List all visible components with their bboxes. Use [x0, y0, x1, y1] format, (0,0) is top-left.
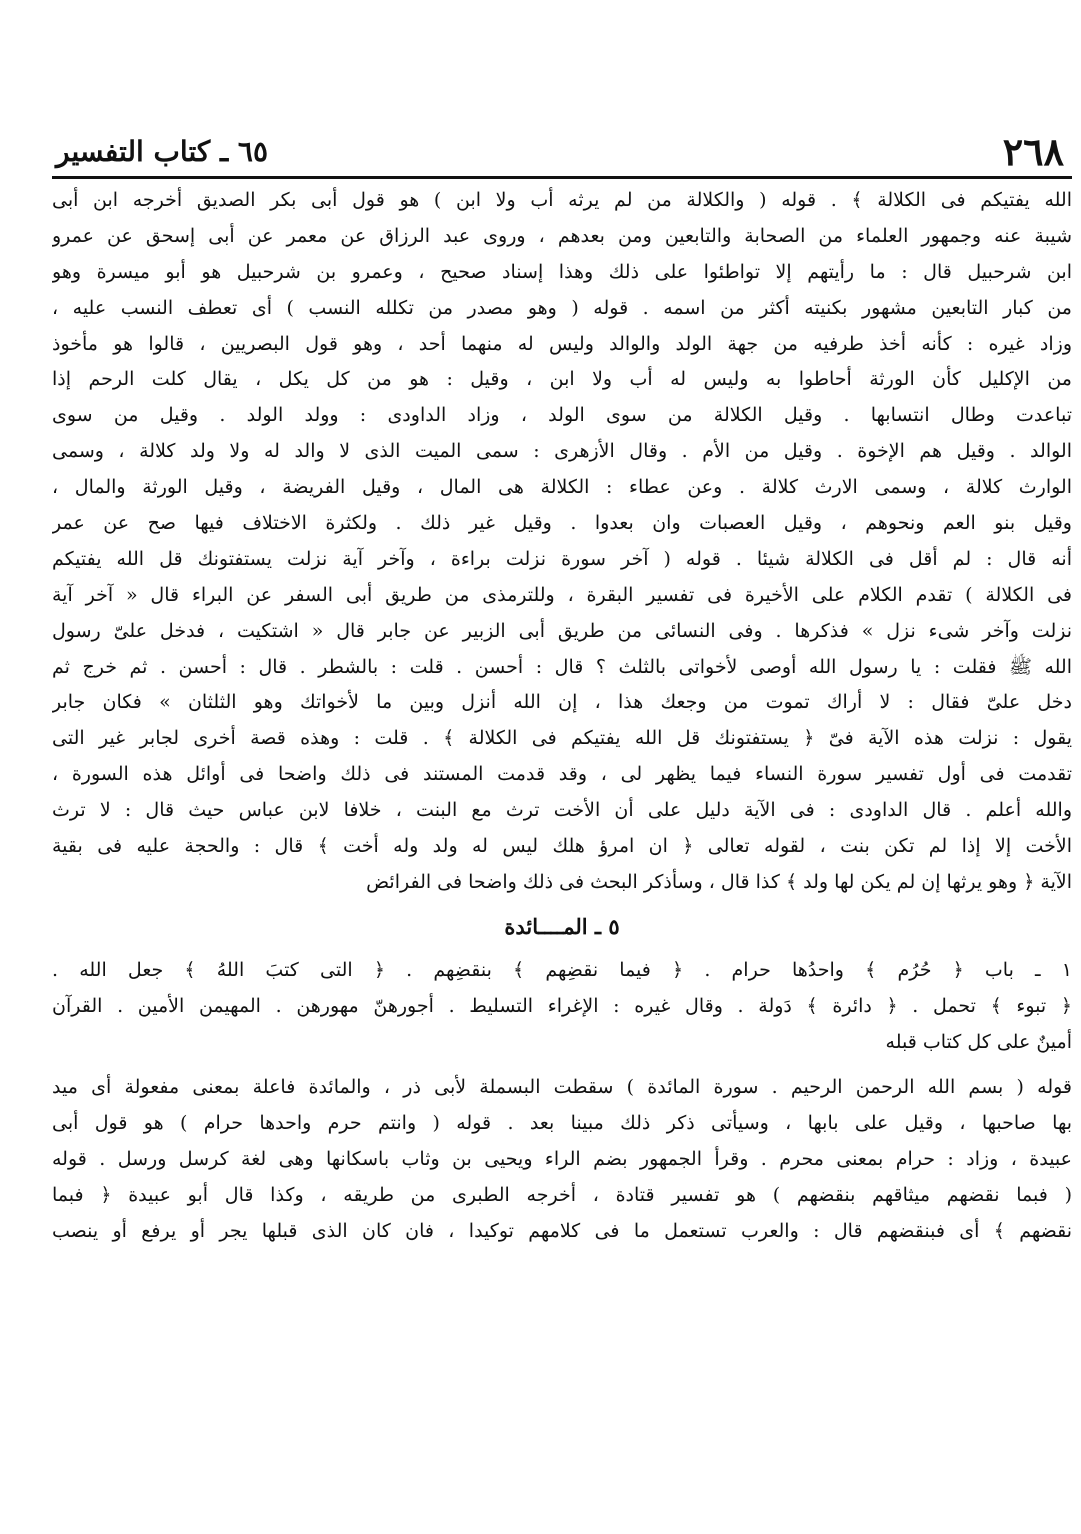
text-line: نقضهم ﴾ أى فبنقضهم قال : والعرب تستعمل ما فى كلامهم توكيدا ، فان كان الذى قبلها يجر أو يرفع أو ينصب — [52, 1220, 1072, 1243]
text-line: وقيل بنو العم ونحوهم ، وقيل العصبات وان بعدوا . وقيل غير ذلك . ولكثرة الاختلاف فيها صح عن عمر — [52, 512, 1072, 535]
text-line: من الإكليل كأن الورثة أحاطوا به وليس له أب ولا ابن ، وقيل : هو من كل يكل ، يقال كلت الرحم إذا — [52, 368, 1072, 391]
text-line: فى الكلالة ) تقدم الكلام على الأخيرة فى تفسير البقرة ، وللترمذى من طريق أبى السفر عن البراء قال « آخر آية — [52, 583, 1072, 606]
book-page — [52, 128, 1072, 1250]
chapter-line: ١ ـ باب ﴿ حُرُم ﴾ واحدُها حرام . ﴿ فيما نقضِهم ﴾ بنقضِهم . ﴿ التى كتبَ اللهُ ﴾ جعل الله . — [52, 958, 1072, 981]
text-line: بها صاحبها ، وقيل على بابها ، وسيأتى ذكر ذلك مبينا بعد . قوله ( وانتم حرم واحدها حرام ) هو قول أبى — [52, 1112, 1072, 1135]
chapter-line: أمينٌ على كل كتاب قبله — [885, 1030, 1072, 1053]
text-line: تباعدت وطال انتسابها . وقيل الكلالة من سوى الولد ، وزاد الداودى : وولد الولد . وقيل من سوى — [52, 404, 1072, 427]
text-line: شيبة عنه وجمهور العلماء من الصحابة والتابعين ومن بعدهم ، وروى عبد الرزاق عن معمر عن أبى إسحق عن عمرو — [52, 224, 1072, 247]
text-line: الوارث كلالة ، وسمى الارث كلالة . وعن عطاء : الكلالة هى المال ، وقيل الفريضة ، وقيل الورثة والمال ، — [52, 476, 1072, 499]
chapter-block — [52, 953, 1072, 1061]
text-line: تقدمت فى أول تفسير سورة النساء فيما يظهر لى ، وقد قدمت المستند فى ذلك واضحا فى أوائل هذه السورة ، — [52, 763, 1072, 786]
text-line: الوالد . وقيل هم الإخوة . وقيل من الأم . وقال الأزهرى : سمى الميت الذى لا والد له ولا ولد كلالة ، وسمى — [52, 440, 1072, 463]
text-line: دخل علىّ فقال : لا أراك تموت من وجعك هذا ، إن الله أنزل وبين ما لأخواتك وهو الثلثان » فكان جابر — [52, 691, 1072, 714]
text-line: قوله ( بسم الله الرحمن الرحيم . سورة المائدة ) سقطت البسملة لأبى ذر ، والمائدة فاعلة بمعنى مفعولة أى ميد — [52, 1076, 1072, 1099]
text-line: عبيدة ، وزاد : حرام بمعنى محرم . وقرأ الجمهور بضم الراء ويحيى بن وثاب باسكانها وهى لغة كرسل ورسل . قوله — [52, 1148, 1072, 1171]
page-number: ٢٦٨ — [1002, 129, 1064, 174]
text-line: الآية ﴿ وهو يرثها إن لم يكن لها ولد ﴾ كذا قال ، وسأذكر البحث فى ذلك واضحا فى الفرائض — [366, 870, 1072, 893]
text-line: والله أعلم . قال الداودى : فى الآية دليل على أن الأخت ترث مع البنت ، خلافا لابن عباس حيث قال : لا ترث — [52, 799, 1072, 822]
running-title: ٦٥ ـ كتاب التفسير — [56, 135, 268, 168]
commentary-block — [52, 183, 1072, 901]
commentary-block-2 — [52, 1070, 1072, 1249]
text-line: الله ﷺ فقلت : يا رسول الله أوصى لأخواتى بالثلث ؟ قال : أحسن . قلت : بالشطر . قال : أحسن . ثم خرج ثم — [52, 655, 1072, 678]
text-line: وزاد غيره : كأنه أخذ طرفيه من جهة الولد والوالد وليس له منهما أحد ، وهو قول البصريين ، قالوا هو مأخوذ — [52, 332, 1072, 355]
text-line: يقول : نزلت هذه الآية فىّ ﴿ يستفتونك قل الله يفتيكم فى الكلالة ﴾ . قلت : وهذه قصة أخرى لجابر غير التى — [52, 727, 1072, 750]
section-heading: ٥ ـ المــــائدة — [504, 913, 620, 939]
text-line: أنه قال : لم أقل فى الكلالة شيئا . قوله ( آخر سورة نزلت براءة ، وآخر آية نزلت يستفتونك قل الله يفتيكم — [52, 547, 1072, 570]
page-header — [52, 128, 1072, 179]
text-line: ابن شرحبيل قال : ما رأيتهم إلا تواطئوا على ذلك وهذا إسناد صحيح ، وعمرو بن شرحبيل هو أبو ميسرة وهو — [52, 260, 1072, 283]
chapter-line: ﴿ تبوء ﴾ تحمل . ﴿ دائرة ﴾ دَولة . وقال غيره : الإغراء التسليط . أجورهنّ مهورهن . المهيمن الأمين . القرآن — [52, 994, 1072, 1017]
text-line: الله يفتيكم فى الكلالة ﴾ . قوله ( والكلالة من لم يرثه أب ولا ابن ) هو قول أبى بكر الصديق أخرجه ابن أبى — [52, 189, 1072, 211]
text-line: من كبار التابعين مشهور بكنيته أكثر من اسمه . قوله ( وهو مصدر من تكلله النسب ) أى تعطف النسب عليه ، — [52, 296, 1072, 319]
text-line: الأخت إلا إذا لم تكن بنت ، لقوله تعالى ﴿ ان امرؤ هلك ليس له ولد وله أخت ﴾ قال : والحجة عليه فى بقية — [52, 835, 1072, 858]
text-line: ( فبما نقضهم ميثاقهم بنقضهم ) هو تفسير قتادة ، أخرجه الطبرى من طريقه ، وكذا قال أبو عبيدة ﴿ فبما — [52, 1184, 1072, 1207]
spacer — [52, 1060, 1072, 1070]
text-line: نزلت وآخر شىء نزل » فذكرها . وفى النسائى من طريق أبى الزبير عن جابر قال « اشتكيت ، فدخل علىّ رسول — [52, 619, 1072, 642]
